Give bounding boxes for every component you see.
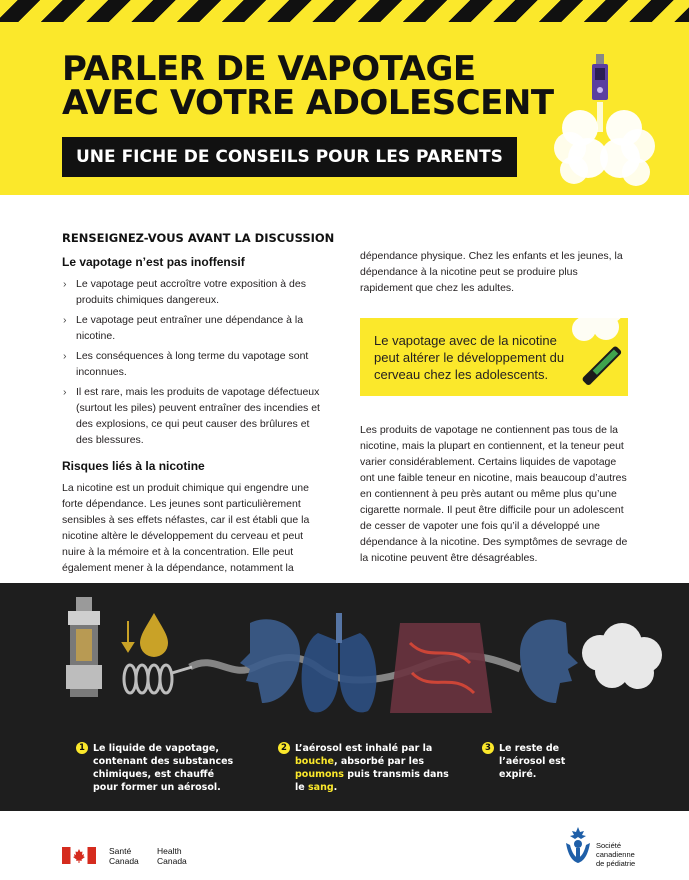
vape-tank-icon xyxy=(66,597,102,697)
step-1 xyxy=(76,742,236,794)
step-number: 2 xyxy=(278,742,290,754)
bullet-list xyxy=(62,276,324,448)
step-2-text: L’aérosol est inhalé par la bouche, absorbé par les poumons puis transmis dans le sang. xyxy=(295,743,449,793)
subtitle: UNE FICHE DE CONSEILS POUR LES PARENTS xyxy=(76,147,503,167)
step-2 xyxy=(278,742,453,794)
highlight-blood: sang xyxy=(308,782,334,793)
title-line-2: AVEC VOTRE ADOLESCENT xyxy=(62,83,554,123)
nicotine-paragraph: La nicotine est un produit chimique qui engendre une forte dépendance. Les jeunes sont particulièrement sensibles à ses effets néfastes, car il est établi que la nicotine altère le développement du cerveau et peut nuire à la mémoire et à la concentration. Elle peut également mener à la dépendance, notamment la xyxy=(62,482,310,574)
list-item: › Le vapotage peut entraîner une dépendance à la nicotine. xyxy=(62,312,324,344)
arrow-down-icon xyxy=(123,621,133,651)
subtitle-box xyxy=(62,137,517,177)
cps-logo-icon xyxy=(562,825,594,865)
title-line-1: PARLER DE VAPOTAGE xyxy=(62,49,476,89)
liquid-drop-icon xyxy=(140,613,168,657)
exhaled-cloud-icon xyxy=(582,623,662,689)
list-item: › Le vapotage peut accroître votre exposition à des produits chimiques dangereux. xyxy=(62,276,324,308)
subheading-not-harmless: Le vapotage n’est pas inoffensif xyxy=(62,255,245,269)
vape-pen-icon xyxy=(564,285,634,395)
left-column xyxy=(62,230,335,576)
list-item: › Les conséquences à long terme du vapotage sont inconnues. xyxy=(62,348,324,380)
head-profile-icon xyxy=(240,619,300,703)
section-heading: RENSEIGNEZ-VOUS AVANT LA DISCUSSION xyxy=(62,231,335,245)
lungs-icon xyxy=(302,613,377,712)
vape-device-icon xyxy=(592,54,608,100)
nicotine-content-paragraph: Les produits de vapotage ne contiennent pas tous de la nicotine, mais la plupart en contiennent, et la teneur peut varier considérablement. Certains liquides de vapotage ont une faible teneur en nicotine, mais beaucoup d’autres en contiennent à peu près autant ou même plus qu’une cigarette normale. Il peut être difficile pour un adolescent de cesser de vapoter une fois qu’il a développé une dépendance à la nicotine. Des symptômes de sevrage de la nicotine peuvent être désagréables. xyxy=(360,424,628,564)
subheading-nicotine-risks: Risques liés à la nicotine xyxy=(62,459,205,473)
step-3-text: Le reste de l’aérosol est expiré. xyxy=(499,743,566,780)
step-3 xyxy=(482,742,602,781)
highlight-lungs: poumons xyxy=(295,769,344,780)
step-number: 1 xyxy=(76,742,88,754)
circulation-icon xyxy=(390,623,492,713)
right-column-bottom xyxy=(360,422,632,566)
callout-text: Le vapotage avec de la nicotine peut altérer le développement du cerveau chez les adolescents. xyxy=(374,333,565,382)
heating-coil-icon xyxy=(124,665,192,693)
cps-name: Société canadienne de pédiatrie xyxy=(596,841,636,868)
list-item: › Il est rare, mais les produits de vapotage défectueux (surtout les piles) peuvent entraîner des incendies et des explosions, ce qui peut causer des brûlures et des blessures. xyxy=(62,384,324,448)
dependence-paragraph: dépendance physique. Chez les enfants et les jeunes, la dépendance à la nicotine peut se produire plus rapidement que chez les adultes. xyxy=(360,250,623,294)
gov-name-fr: Santé Canada xyxy=(109,846,139,866)
canada-flag-icon xyxy=(62,847,96,864)
step-1-text: Le liquide de vapotage, contenant des substances chimiques, est chauffé pour former un aérosol. xyxy=(93,743,234,793)
footer xyxy=(0,811,689,880)
page-title xyxy=(62,49,554,123)
step-number: 3 xyxy=(482,742,494,754)
head-exhale-icon xyxy=(520,620,578,703)
vapor-lungs-icon xyxy=(552,50,662,190)
header-banner xyxy=(0,0,689,195)
gov-name-en: Health Canada xyxy=(157,846,187,866)
highlight-mouth: bouche xyxy=(295,756,334,767)
